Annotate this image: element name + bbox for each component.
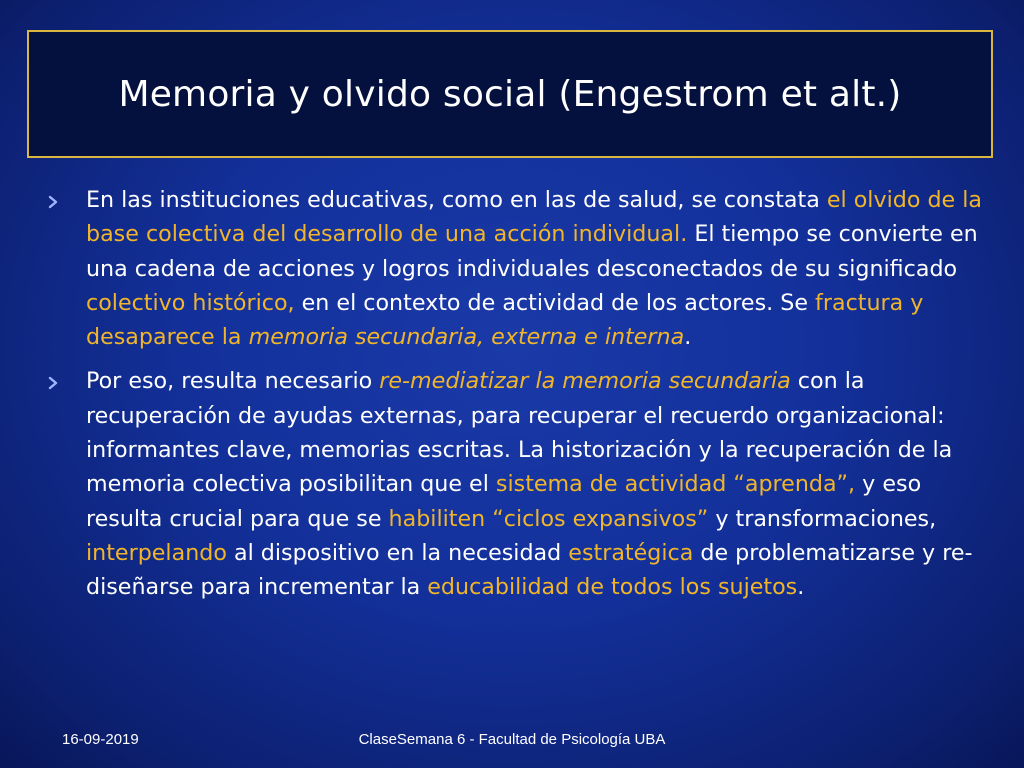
bullet-list [46, 183, 986, 615]
bullet-text [86, 187, 982, 350]
chevron-right-icon [46, 195, 60, 209]
bullet-segment: de problematizarse y re-diseñarse para incrementar la [86, 539, 973, 601]
bullet-text [86, 368, 973, 600]
bullet-segment: El tiempo se convierte en una cadena de acciones y logros individuales desconectados de su significado [86, 221, 978, 282]
bullet-segment: En las instituciones educativas, como en las de salud, se constata [86, 187, 827, 213]
bullet-item [46, 364, 986, 604]
bullet-segment: al dispositivo en la necesidad [226, 539, 569, 566]
bullet-segment: sistema de actividad “aprenda”, [495, 471, 856, 498]
slide-title: Memoria y olvido social (Engestrom et alt.) [118, 73, 902, 115]
bullet-segment: interpelando [86, 539, 227, 566]
bullet-segment: colectivo histórico, [86, 289, 295, 316]
bullet-segment: . [684, 324, 692, 351]
bullet-segment: educabilidad de todos los sujetos [427, 574, 798, 601]
bullet-segment: . [797, 574, 805, 601]
footer-date: 16-09-2019 [62, 731, 139, 748]
footer-caption: ClaseSemana 6 - Facultad de Psicología UBA [358, 731, 666, 748]
bullet-segment: con la recuperación de ayudas externas, para recuperar el recuerdo organizacional: informantes clave, memorias escritas. La historización y la recuperación de la memoria colectiva posibilitan que el [86, 368, 953, 498]
bullet-segment: habiliten “ciclos expansivos” [388, 505, 709, 532]
bullet-segment: y eso resulta crucial para que se [86, 471, 922, 532]
bullet-segment: en el contexto de actividad de los actores. Se [294, 289, 816, 316]
bullet-segment: estratégica [568, 539, 694, 566]
title-box [27, 30, 993, 158]
bullet-segment: y transformaciones, [708, 505, 937, 532]
bullet-item [46, 183, 986, 354]
bullet-segment: re-mediatizar la memoria secundaria [379, 368, 791, 395]
bullet-segment: Por eso, resulta necesario [86, 368, 380, 395]
bullet-segment: fractura y desaparece la [86, 289, 924, 351]
bullet-segment: memoria secundaria, externa e interna [248, 324, 685, 351]
bullet-segment: el olvido de la base colectiva del desarrollo de una acción individual. [86, 187, 983, 248]
chevron-right-icon [46, 376, 60, 390]
